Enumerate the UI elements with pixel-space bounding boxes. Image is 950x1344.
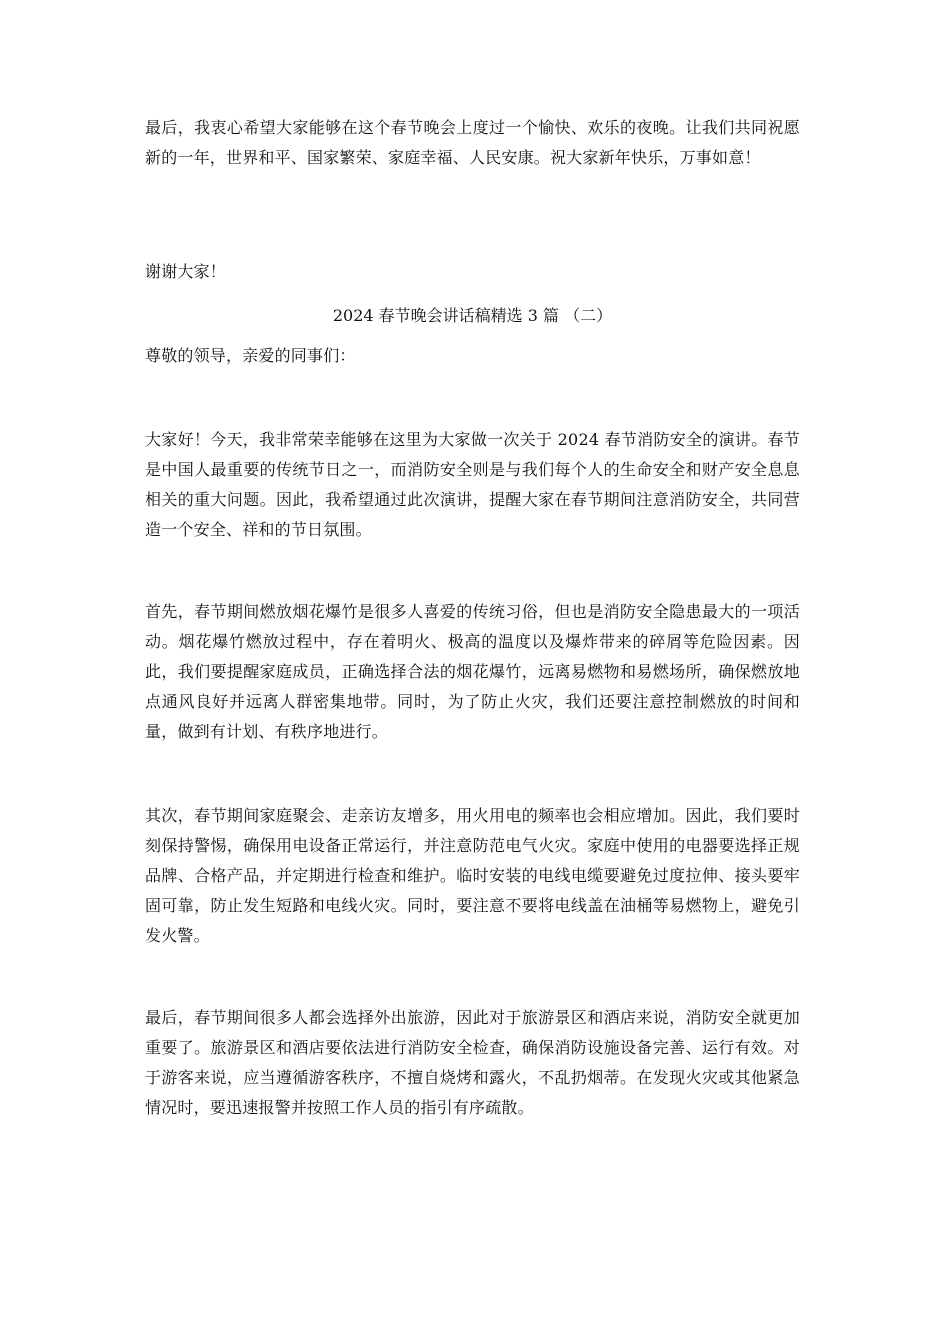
salutation: 尊敬的领导，亲爱的同事们： bbox=[145, 346, 356, 365]
section-title: 2024 春节晚会讲话稿精选 3 篇 （二） bbox=[332, 306, 613, 325]
body-paragraph-4: 最后，春节期间很多人都会选择外出旅游，因此对于旅游景区和酒店来说，消防安全就更加重要了。旅游景区和酒店要依法进行消防安全检查，确保消防设施设备完善、运行有效。对于游客来说，应当遵循游客秩序，不擅自烧烤和露火，不乱扔烟蒂。在发现火灾或其他紧急情况时，要迅速报警并按照工作人员的指引有序疏散。 bbox=[145, 1008, 800, 1117]
closing-paragraph: 最后，我衷心希望大家能够在这个春节晚会上度过一个愉快、欢乐的夜晚。让我们共同祝愿新的一年，世界和平、国家繁荣、家庭幸福、人民安康。祝大家新年快乐，万事如意！ bbox=[145, 118, 800, 167]
body-paragraph-1: 大家好！今天，我非常荣幸能够在这里为大家做一次关于 2024 春节消防安全的演讲。春节是中国人最重要的传统节日之一，而消防安全则是与我们每个人的生命安全和财产安全息息相关的重大问题。因此，我希望通过此次演讲，提醒大家在春节期间注意消防安全，共同营造一个安全、祥和的节日氛围。 bbox=[145, 430, 800, 539]
body-paragraph-2: 首先，春节期间燃放烟花爆竹是很多人喜爱的传统习俗，但也是消防安全隐患最大的一项活动。烟花爆竹燃放过程中，存在着明火、极高的温度以及爆炸带来的碎屑等危险因素。因此，我们要提醒家庭成员，正确选择合法的烟花爆竹，远离易燃物和易燃场所，确保燃放地点通风良好并远离人群密集地带。同时，为了防止火灾，我们还要注意控制燃放的时间和量，做到有计划、有秩序地进行。 bbox=[145, 602, 800, 741]
body-paragraph-3: 其次，春节期间家庭聚会、走亲访友增多，用火用电的频率也会相应增加。因此，我们要时刻保持警惕，确保用电设备正常运行，并注意防范电气火灾。家庭中使用的电器要选择正规品牌、合格产品，并定期进行检查和维护。临时安装的电线电缆要避免过度拉伸、接头要牢固可靠，防止发生短路和电线火灾。同时，要注意不要将电线盖在油桶等易燃物上，避免引发火警。 bbox=[145, 806, 800, 945]
thanks-line: 谢谢大家！ bbox=[145, 262, 227, 281]
